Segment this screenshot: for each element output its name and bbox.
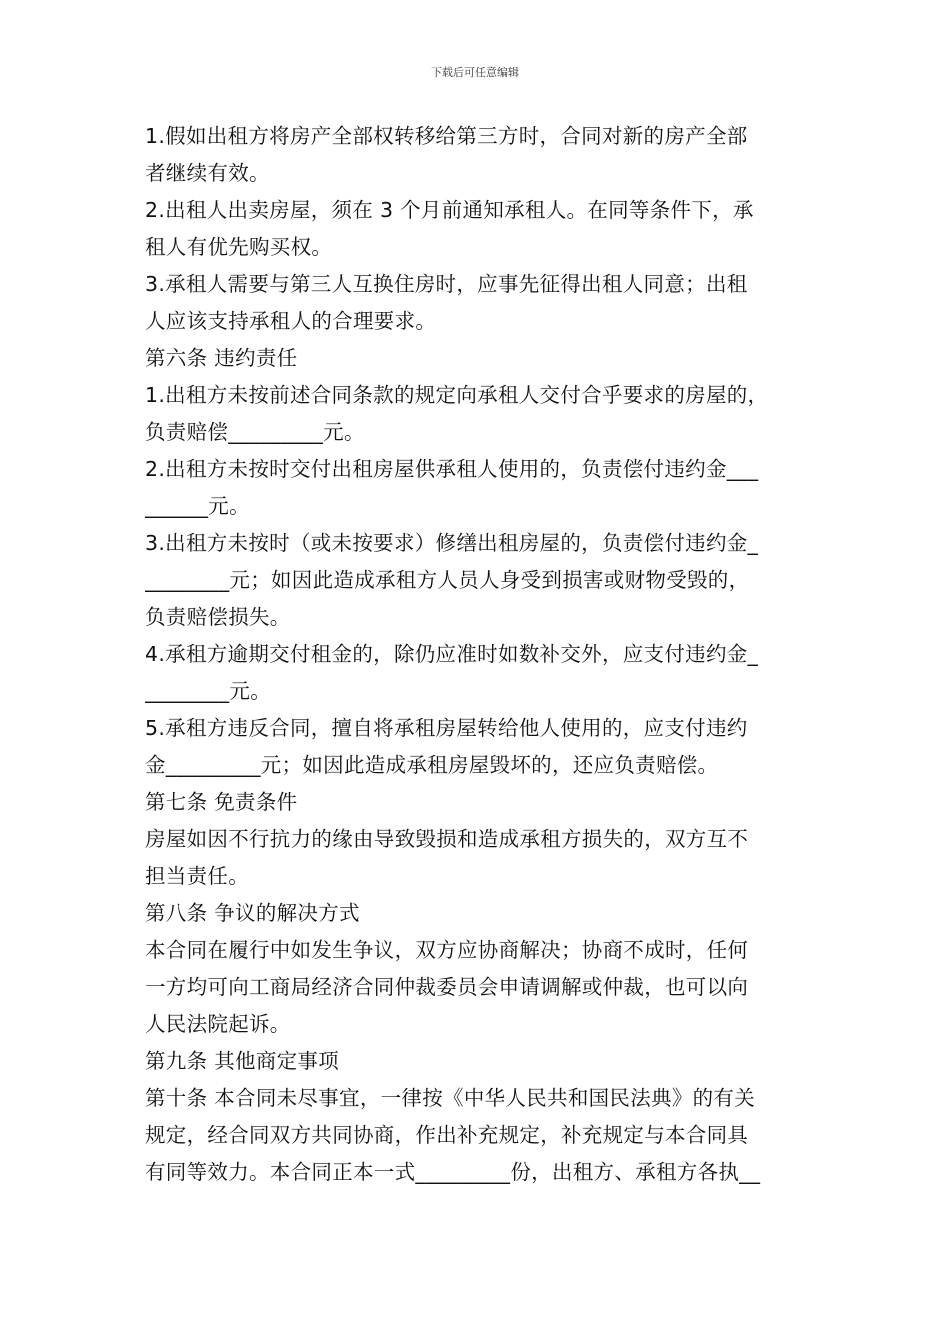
text-line: 负责赔偿损失。 — [145, 605, 291, 629]
page-header: 下载后可任意编辑 — [431, 66, 519, 79]
section-heading: 第九条 其他商定事项 — [145, 1049, 340, 1073]
text-line: 人民法院起诉。 — [145, 1012, 291, 1036]
text-line: ______元。 — [145, 494, 250, 518]
text-line: 负责赔偿_________元。 — [145, 420, 365, 444]
text-line: 1.假如出租方将房产全部权转移给第三方时，合同对新的房产全部 — [145, 124, 748, 148]
text-line: 担当责任。 — [145, 864, 249, 888]
text-line: 第十条 本合同未尽事宜，一律按《中华人民共和国民法典》的有关 — [145, 1086, 756, 1110]
text-line: 2.出租方未按时交付出租房屋供承租人使用的，负责偿付违约金___ — [145, 457, 759, 481]
text-line: ________元。 — [145, 679, 271, 703]
section-heading: 第六条 违约责任 — [145, 346, 298, 370]
text-line: 有同等效力。本合同正本一式_________份，出租方、承租方各执__ — [145, 1160, 761, 1184]
text-line: 1.出租方未按前述合同条款的规定向承租人交付合乎要求的房屋的， — [145, 383, 769, 407]
section-heading: 第八条 争议的解决方式 — [145, 901, 360, 925]
text-line: 2.出租人出卖房屋，须在 3 个月前通知承租人。在同等条件下，承 — [145, 198, 754, 222]
text-line: 人应该支持承租人的合理要求。 — [145, 309, 437, 333]
text-line: 者继续有效。 — [145, 161, 270, 185]
text-line: 5.承租方违反合同，擅自将承租房屋转给他人使用的，应支付违约 — [145, 716, 748, 740]
text-line: 规定，经合同双方共同协商，作出补充规定，补充规定与本合同具 — [145, 1123, 749, 1147]
text-line: ________元；如因此造成承租方人员人身受到损害或财物受毁的， — [145, 568, 750, 592]
text-line: 3.出租方未按时（或未按要求）修缮出租房屋的，负责偿付违约金_ — [145, 531, 759, 555]
text-line: 3.承租人需要与第三人互换住房时，应事先征得出租人同意；出租 — [145, 272, 748, 296]
text-line: 金_________元；如因此造成承租房屋毁坏的，还应负责赔偿。 — [145, 753, 719, 777]
text-line: 房屋如因不行抗力的缘由导致毁损和造成承租方损失的，双方互不 — [145, 827, 749, 851]
text-line: 本合同在履行中如发生争议，双方应协商解决；协商不成时，任何 — [145, 938, 749, 962]
document-body — [145, 118, 815, 1191]
text-line: 一方均可向工商局经济合同仲裁委员会申请调解或仲裁，也可以向 — [145, 975, 749, 999]
text-line: 租人有优先购买权。 — [145, 235, 333, 259]
section-heading: 第七条 免责条件 — [145, 790, 298, 814]
text-line: 4.承租方逾期交付租金的，除仍应准时如数补交外，应支付违约金_ — [145, 642, 759, 666]
